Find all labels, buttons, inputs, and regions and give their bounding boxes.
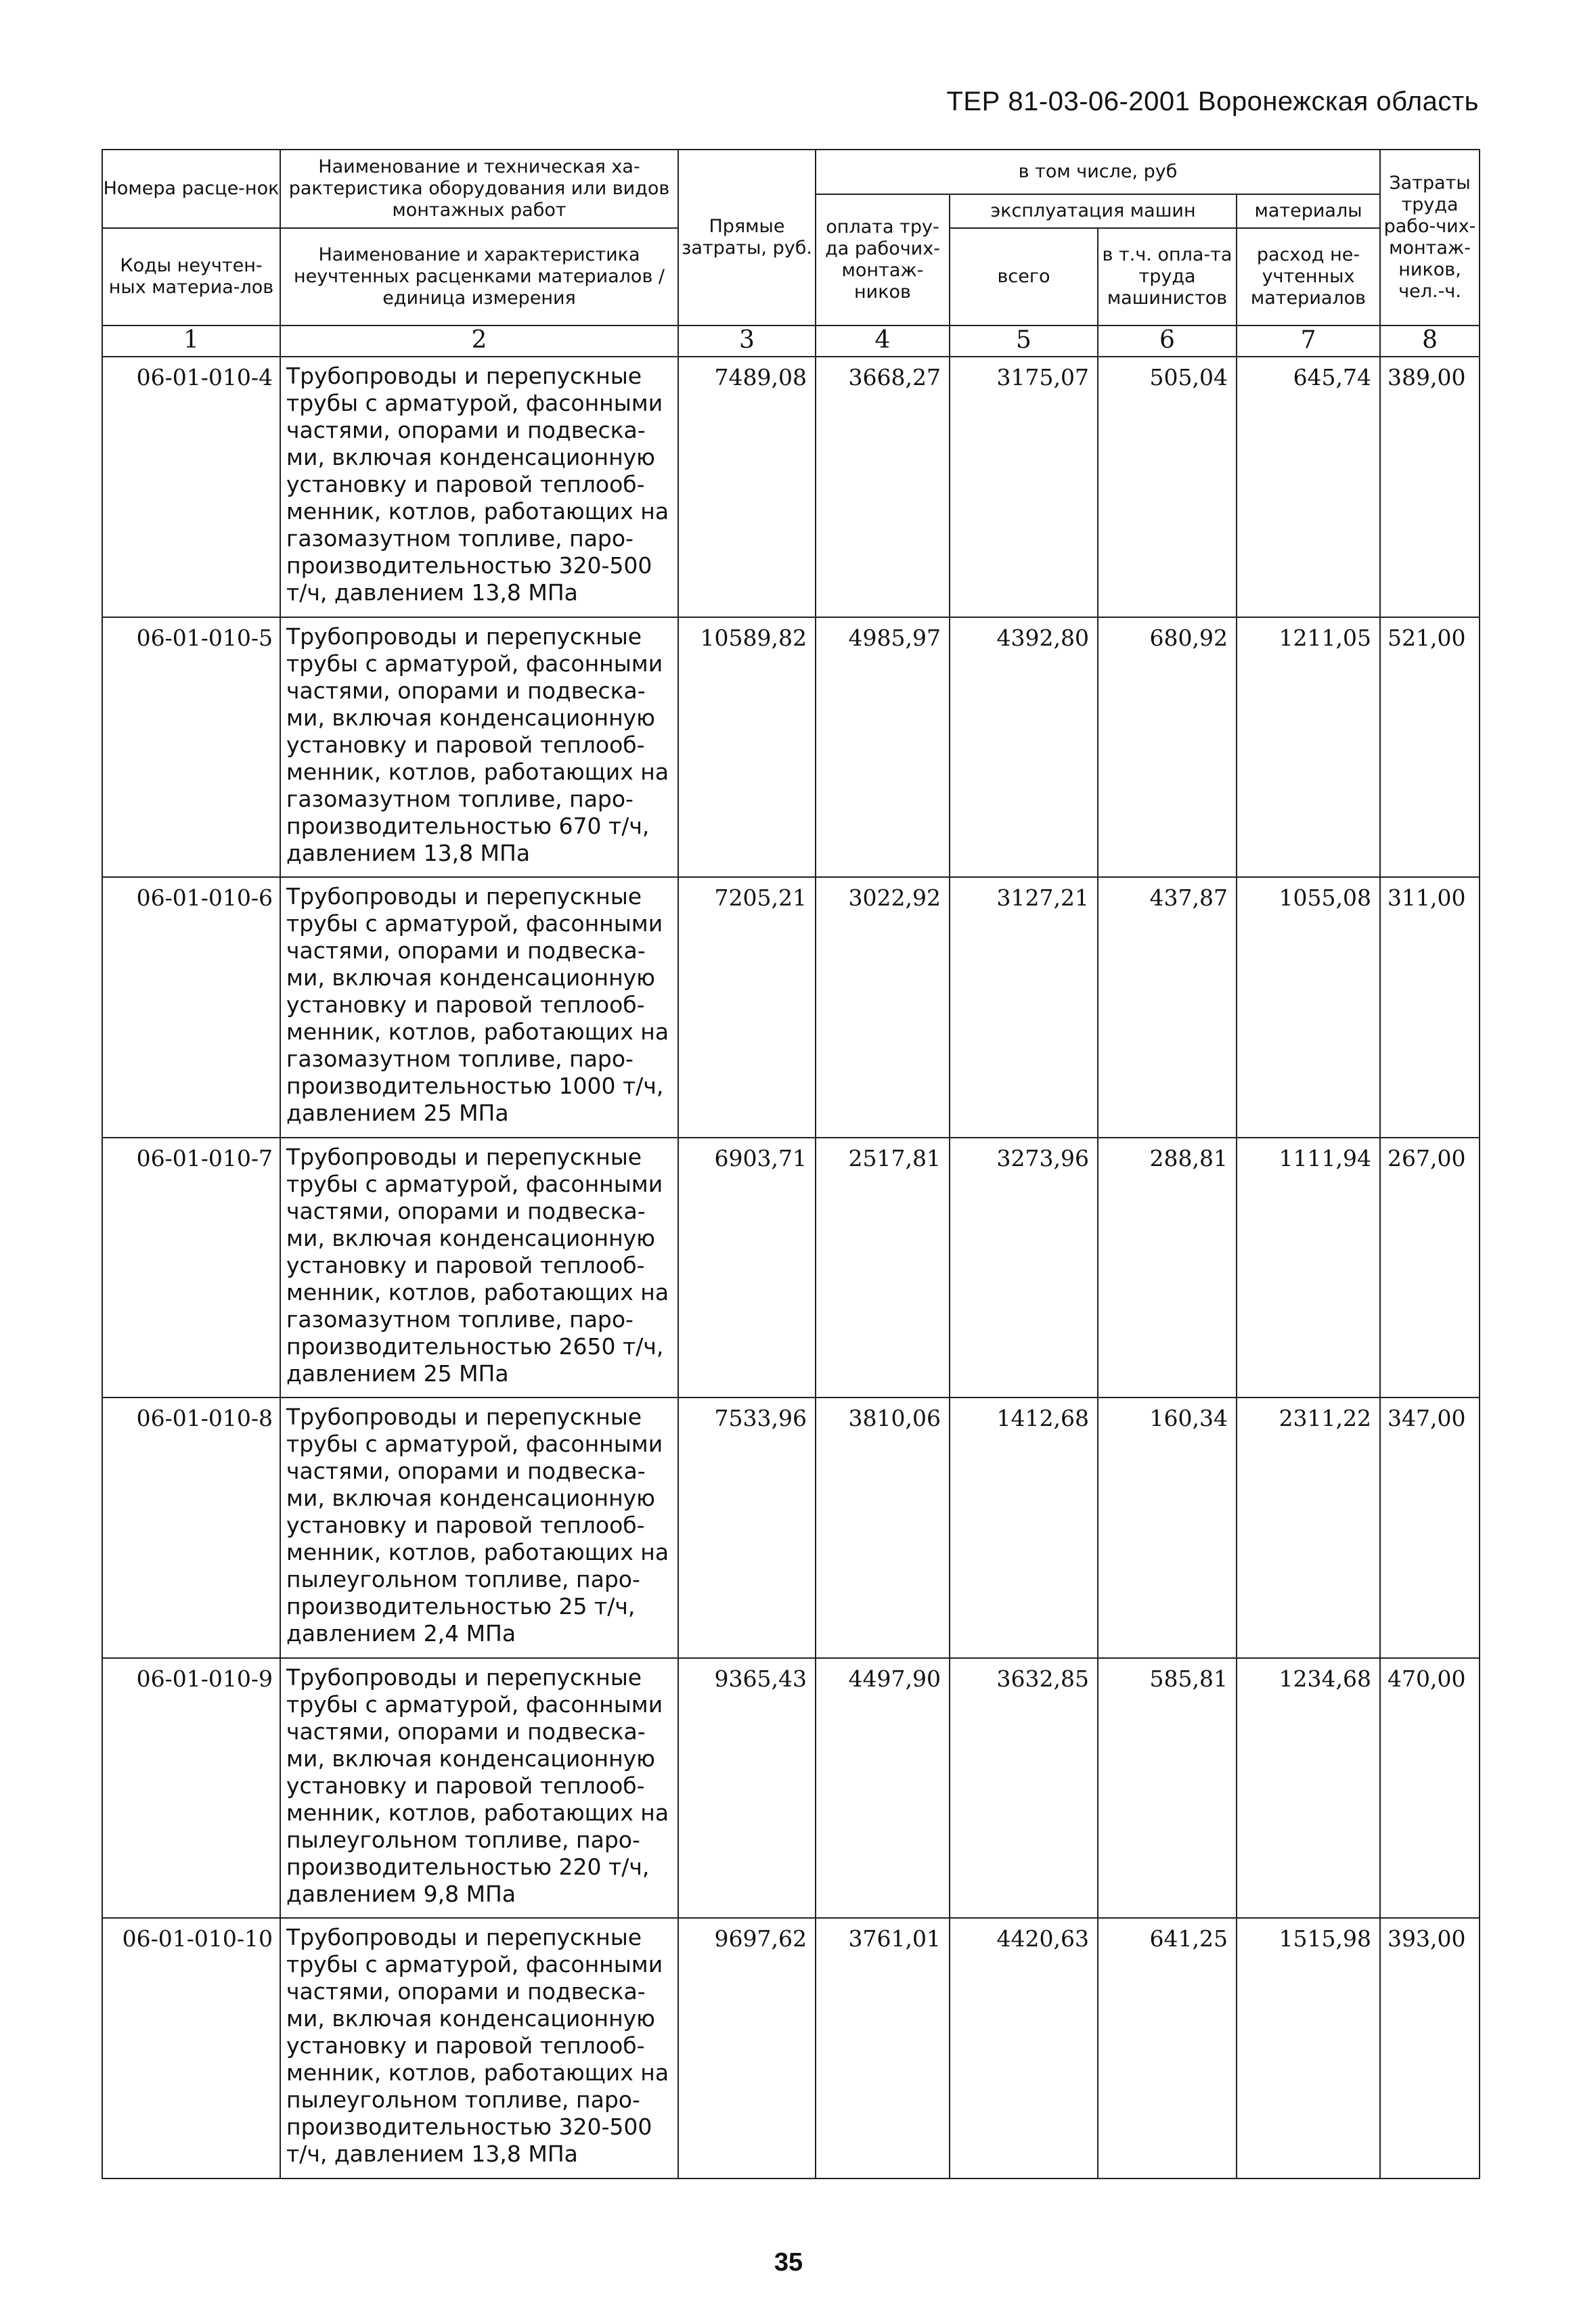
description-line: производительностью 220 т/ч, [286, 1853, 650, 1880]
description-line: менник, котлов, работающих на [286, 498, 669, 525]
header-direct-costs: Прямые затраты, руб. [678, 150, 816, 326]
machinists-pay-cell: 288,81 [1098, 1138, 1237, 1398]
description-line: производительностью 320-500 [286, 2114, 652, 2141]
description-line: трубы с арматурой, фасонными [286, 1691, 663, 1718]
rate-code-cell: 06-01-010-7 [102, 1138, 280, 1398]
direct-costs-cell: 7533,96 [678, 1398, 816, 1658]
description-line: трубы с арматурой, фасонными [286, 1431, 663, 1458]
machinists-pay-cell: 680,92 [1098, 617, 1237, 878]
direct-costs-cell: 7205,21 [678, 877, 816, 1138]
description-line: Трубопроводы и перепускные [286, 363, 642, 390]
description-line: ми, включая конденсационную [286, 704, 655, 731]
header-labor-hours: Затраты труда рабо-чих-монтаж-ников, чел.-ч. [1380, 150, 1480, 326]
column-number: 7 [1237, 326, 1380, 357]
labor-hours-cell: 311,00 [1380, 877, 1480, 1138]
header-machinists-pay: в т.ч. опла-та труда машинистов [1098, 228, 1237, 326]
direct-costs-cell: 7489,08 [678, 357, 816, 617]
machinists-pay-cell: 437,87 [1098, 877, 1237, 1138]
description-line: частями, опорами и подвеска- [286, 677, 646, 704]
description-line: пылеугольном топливе, паро- [286, 1826, 640, 1853]
labor-pay-cell: 3810,06 [816, 1398, 950, 1658]
rate-code-cell: 06-01-010-6 [102, 877, 280, 1138]
rates-table [102, 149, 1480, 2179]
labor-hours-cell: 393,00 [1380, 1918, 1480, 2178]
materials-cell: 1111,94 [1237, 1138, 1380, 1398]
labor-pay-cell: 2517,81 [816, 1138, 950, 1398]
work-description-cell [280, 357, 678, 617]
header-machines-group: эксплуатация машин [950, 194, 1237, 228]
materials-cell: 1055,08 [1237, 877, 1380, 1138]
labor-hours-cell: 347,00 [1380, 1398, 1480, 1658]
machines-total-cell: 3175,07 [950, 357, 1098, 617]
header-materials-usage: расход не-учтенных материалов [1237, 228, 1380, 326]
header-material-description: Наименование и характеристика неучтенных расценками материалов / единица измерения [280, 228, 678, 326]
header-rate-numbers: Номера расце-нок [102, 150, 280, 228]
document-header: ТЕР 81-03-06-2001 Воронежская область [946, 87, 1479, 116]
table-row [102, 1918, 1480, 2178]
description-line: газомазутном топливе, паро- [286, 1305, 634, 1333]
rate-code-cell: 06-01-010-10 [102, 1918, 280, 2178]
machinists-pay-cell: 641,25 [1098, 1918, 1237, 2178]
description-line: трубы с арматурой, фасонными [286, 1951, 663, 1978]
work-description-cell [280, 617, 678, 878]
labor-hours-cell: 389,00 [1380, 357, 1480, 617]
description-line: менник, котлов, работающих на [286, 1019, 669, 1046]
machines-total-cell: 1412,68 [950, 1398, 1098, 1658]
work-description-cell [280, 1918, 678, 2178]
description-line: ми, включая конденсационную [286, 1485, 655, 1512]
labor-hours-cell: 470,00 [1380, 1658, 1480, 1919]
header-machines-total: всего [950, 228, 1098, 326]
description-line: менник, котлов, работающих на [286, 2059, 669, 2086]
rate-code-cell: 06-01-010-4 [102, 357, 280, 617]
column-number: 1 [102, 326, 280, 357]
materials-cell: 1234,68 [1237, 1658, 1380, 1919]
description-line: ми, включая конденсационную [286, 1224, 655, 1251]
work-description-cell [280, 877, 678, 1138]
description-line: Трубопроводы и перепускные [286, 623, 642, 650]
labor-pay-cell: 4497,90 [816, 1658, 950, 1919]
column-number: 6 [1098, 326, 1237, 357]
description-line: установку и паровой теплооб- [286, 2032, 645, 2059]
description-line: ми, включая конденсационную [286, 2005, 655, 2032]
description-line: менник, котлов, работающих на [286, 1799, 669, 1826]
description-line: давлением 25 МПа [286, 1100, 509, 1127]
description-line: ми, включая конденсационную [286, 1745, 655, 1772]
description-line: давлением 13,8 МПа [286, 839, 531, 866]
work-description-cell [280, 1658, 678, 1919]
description-line: менник, котлов, работающих на [286, 1539, 669, 1566]
rate-code-cell: 06-01-010-9 [102, 1658, 280, 1919]
labor-pay-cell: 3668,27 [816, 357, 950, 617]
machines-total-cell: 3632,85 [950, 1658, 1098, 1919]
direct-costs-cell: 6903,71 [678, 1138, 816, 1398]
description-line: давлением 25 МПа [286, 1360, 509, 1387]
materials-cell: 2311,22 [1237, 1398, 1380, 1658]
description-line: т/ч, давлением 13,8 МПа [286, 2141, 578, 2168]
table-row [102, 357, 1480, 617]
labor-pay-cell: 3022,92 [816, 877, 950, 1138]
direct-costs-cell: 9365,43 [678, 1658, 816, 1919]
machinists-pay-cell: 160,34 [1098, 1398, 1237, 1658]
header-materials-group: материалы [1237, 194, 1380, 228]
description-line: частями, опорами и подвеска- [286, 1718, 646, 1745]
rate-code-cell: 06-01-010-8 [102, 1398, 280, 1658]
machines-total-cell: 3127,21 [950, 877, 1098, 1138]
description-line: газомазутном топливе, паро- [286, 525, 634, 552]
header-labor-pay: оплата тру-да рабочих-монтаж-ников [816, 194, 950, 326]
description-line: производительностью 25 т/ч, [286, 1593, 636, 1620]
description-line: трубы с арматурой, фасонными [286, 390, 663, 417]
description-line: менник, котлов, работающих на [286, 1278, 669, 1305]
description-line: частями, опорами и подвеска- [286, 1458, 646, 1485]
header-row-1 [102, 150, 1480, 194]
description-line: ми, включая конденсационную [286, 964, 655, 991]
column-number: 8 [1380, 326, 1480, 357]
description-line: ми, включая конденсационную [286, 444, 655, 471]
description-line: газомазутном топливе, паро- [286, 1046, 634, 1073]
header-material-codes: Коды неучтен-ных материа-лов [102, 228, 280, 326]
description-line: установку и паровой теплооб- [286, 1251, 645, 1278]
description-line: производительностью 320-500 [286, 552, 652, 579]
table-row [102, 617, 1480, 878]
header-including-group: в том числе, руб [816, 150, 1380, 194]
column-numbers-row [102, 326, 1480, 357]
description-line: производительностью 2650 т/ч, [286, 1333, 664, 1360]
page-number: 35 [774, 2248, 803, 2277]
description-line: трубы с арматурой, фасонными [286, 1170, 663, 1197]
description-line: пылеугольном топливе, паро- [286, 2086, 640, 2114]
machines-total-cell: 4392,80 [950, 617, 1098, 878]
description-line: Трубопроводы и перепускные [286, 1663, 642, 1691]
description-line: Трубопроводы и перепускные [286, 883, 642, 910]
description-line: менник, котлов, работающих на [286, 758, 669, 785]
description-line: производительностью 1000 т/ч, [286, 1073, 664, 1100]
table-row [102, 1658, 1480, 1919]
materials-cell: 645,74 [1237, 357, 1380, 617]
work-description-cell [280, 1398, 678, 1658]
labor-hours-cell: 267,00 [1380, 1138, 1480, 1398]
machines-total-cell: 4420,63 [950, 1918, 1098, 2178]
description-line: установку и паровой теплооб- [286, 991, 645, 1019]
direct-costs-cell: 9697,62 [678, 1918, 816, 2178]
description-line: установку и паровой теплооб- [286, 1512, 645, 1539]
table-row [102, 1398, 1480, 1658]
work-description-cell [280, 1138, 678, 1398]
description-line: Трубопроводы и перепускные [286, 1924, 642, 1951]
labor-pay-cell: 4985,97 [816, 617, 950, 878]
materials-cell: 1211,05 [1237, 617, 1380, 878]
machines-total-cell: 3273,96 [950, 1138, 1098, 1398]
description-line: частями, опорами и подвеска- [286, 1978, 646, 2005]
table-row [102, 877, 1480, 1138]
description-line: установку и паровой теплооб- [286, 471, 645, 498]
table-row [102, 1138, 1480, 1398]
description-line: трубы с арматурой, фасонными [286, 650, 663, 677]
description-line: Трубопроводы и перепускные [286, 1143, 642, 1170]
machinists-pay-cell: 505,04 [1098, 357, 1237, 617]
description-line: частями, опорами и подвеска- [286, 1197, 646, 1224]
description-line: т/ч, давлением 13,8 МПа [286, 579, 578, 606]
column-number: 4 [816, 326, 950, 357]
description-line: трубы с арматурой, фасонными [286, 910, 663, 937]
direct-costs-cell: 10589,82 [678, 617, 816, 878]
description-line: частями, опорами и подвеска- [286, 417, 646, 444]
materials-cell: 1515,98 [1237, 1918, 1380, 2178]
labor-pay-cell: 3761,01 [816, 1918, 950, 2178]
column-number: 5 [950, 326, 1098, 357]
description-line: давлением 9,8 МПа [286, 1880, 516, 1907]
description-line: установку и паровой теплооб- [286, 1772, 645, 1799]
description-line: производительностью 670 т/ч, [286, 812, 650, 839]
column-number: 3 [678, 326, 816, 357]
labor-hours-cell: 521,00 [1380, 617, 1480, 878]
rate-code-cell: 06-01-010-5 [102, 617, 280, 878]
description-line: давлением 2,4 МПа [286, 1620, 516, 1647]
description-line: пылеугольном топливе, паро- [286, 1566, 640, 1593]
header-work-description: Наименование и техническая ха-рактеристика оборудования или видов монтажных работ [280, 150, 678, 228]
description-line: газомазутном топливе, паро- [286, 785, 634, 812]
description-line: установку и паровой теплооб- [286, 731, 645, 758]
machinists-pay-cell: 585,81 [1098, 1658, 1237, 1919]
column-number: 2 [280, 326, 678, 357]
description-line: Трубопроводы и перепускные [286, 1404, 642, 1431]
description-line: частями, опорами и подвеска- [286, 937, 646, 964]
